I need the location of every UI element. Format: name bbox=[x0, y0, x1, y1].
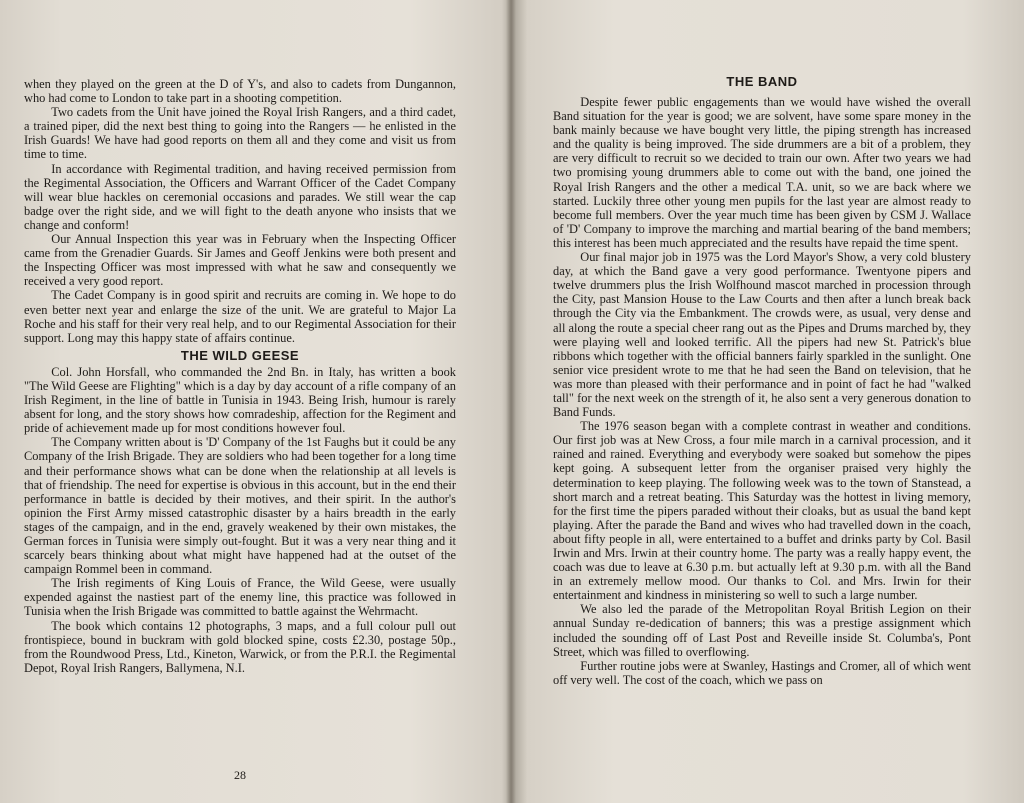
paragraph: We also led the parade of the Metropolitan Royal British Legion on their annual Sunday re-dedication of banners; this was a prestige assignment which included the sounding off of Last Post and Reveille inside St. Columba's, Pont Street, which was filled to overflowing. bbox=[553, 602, 971, 659]
left-page-text bbox=[24, 77, 456, 675]
paragraph: Despite fewer public engagements than we would have wished the overall Band situation for the year is good; we are solvent, have some spare money in the bank mainly because we have bought very little, the piping strength has increased and the quality is being improved. The side drummers are a bit of a problem, they are very difficult to recruit so we decided to train our own. After two years we had two promising young drummers able to come out with the band, one joined the Royal Irish Rangers and the other a medical T.A. unit, so we are back where we started. Luckily three other young men pupils for the last year are almost ready to become full members. Over the year much time has been given by CSM J. Wallace of 'D' Company to improve the marching and martial bearing of the band members; this interest has been much appreciated and the results have repaid the time spent. bbox=[553, 95, 971, 250]
paragraph: The Irish regiments of King Louis of France, the Wild Geese, were usually expended against the nastiest part of the enemy line, this practice was followed in Tunisia when the Irish Brigade was committed to battle against the Wehrmacht. bbox=[24, 576, 456, 619]
paragraph: Our final major job in 1975 was the Lord Mayor's Show, a very cold blustery day, at which the Band gave a very good performance. Twentyone pipers and twelve drummers plus the Irish Wolfhound mascot marched in procession through the City, past Mansion House to the Law Courts and then after a lunch break back through the City via the Embankment. The crowds were, as usual, very dense and all along the route a special cheer rang out as the Pipes and Drums marched by, they were playing well and looked terrific. All the pipers had new St. Patrick's blue ribbons which together with the official banners fairly sparkled in the sunlight. One senior vice president wrote to me that he had seen the Band on television, that he was more than pleased with their performance and in point of fact he had "walked tall" for the next week on the strength of it, he also sent a very generous donation to Band Funds. bbox=[553, 250, 971, 420]
paragraph: Our Annual Inspection this year was in February when the Inspecting Officer came from the Grenadier Guards. Sir James and Geoff Jenkins were both present and the Inspecting Officer was most impressed with what he saw and consequently we received a very good report. bbox=[24, 232, 456, 289]
paragraph: Further routine jobs were at Swanley, Hastings and Cromer, all of which went off very well. The cost of the coach, which we pass on bbox=[553, 658, 971, 687]
paragraph: when they played on the green at the D of Y's, and also to cadets from Dungannon, who had come to London to take part in a shooting competition. bbox=[24, 77, 456, 106]
paragraph: The Cadet Company is in good spirit and recruits are coming in. We hope to do even better next year and enlarge the size of the unit. We are grateful to Major La Roche and his staff for their very real help, and to our Regimental Association for their support. Long may this happy state of affairs continue. bbox=[24, 288, 456, 345]
section-heading-the-band: THE BAND bbox=[726, 74, 798, 89]
right-page-text bbox=[553, 95, 971, 687]
paragraph: The Company written about is 'D' Company of the 1st Faughs but it could be any Company of the Irish Brigade. They are soldiers who had been together for a long time and their performance shows what can be done when the relationship at all levels is that of friendship. The need for expertise is obvious in this account, but in the end their performance in battle is decided by their motives, and their spirit. In the author's opinion the First Army missed catastrophic disaster by a hairs breadth in the early stages of the campaign, and in the end, gravely weakened by their own mistakes, the German forces in Tunisia were simply out-fought. But it was a very near thing and it scarcely bears thinking about what might have happened had at the outset of the campaign Rommel been in command. bbox=[24, 435, 456, 577]
page-number: 28 bbox=[234, 768, 246, 782]
section-heading-wild-geese: THE WILD GEESE bbox=[180, 347, 300, 363]
right-page bbox=[553, 0, 971, 803]
paragraph: The book which contains 12 photographs, 3 maps, and a full colour pull out frontispiece, bound in buckram with gold blocked spine, costs £2.30, postage 50p., from the Roundwood Press, Ltd., Kineton, Warwick, or from the P.R.I. the Regimental Depot, Royal Irish Rangers, Ballymena, N.I. bbox=[24, 618, 456, 675]
paragraph: Two cadets from the Unit have joined the Royal Irish Rangers, and a third cadet, a trained piper, did the next best thing to going into the Rangers — he enlisted in the Irish Guards! We have had good reports on them all and they come and visit us from time to time. bbox=[24, 105, 456, 162]
paragraph: The 1976 season began with a complete contrast in weather and conditions. Our first job was at New Cross, a four mile march in a carnival procession, and it rained and rained. Everything and everybody were soaked but somehow the pipes kept going. A subsequent letter from the organiser praised very highly the determination to keep playing. The following week was to the town of Stanstead, a short march and a retreat beating. This Saturday was the hottest in living memory, for the first time the pipers paraded without their cloaks, but as usual the band kept playing. After the parade the Band and wives who had travelled down in the coach, about fifty people in all, were entertained to a buffet and drinks party by Col. Basil Irwin and Mrs. Irwin at their country home. The party was a really happy event, the coach was due to leave at 6.30 p.m. but actually left at 9.30 p.m. with all the Band in an extremely mellow mood. Our thanks to Col. and Mrs. Irwin for their entertainment and kindness in ministering so well to such a large number. bbox=[553, 419, 971, 603]
book-spine bbox=[506, 0, 516, 803]
paragraph: Col. John Horsfall, who commanded the 2nd Bn. in Italy, has written a book "The Wild Geese are Flighting" which is a day by day account of a rifle company of an Irish Regiment, in the line of battle in Tunisia in 1943. Being Irish, humour is rarely absent for long, and the story shows how comradeship, affection for the Regiment and pride of achievement made up for most conditions however foul. bbox=[24, 364, 456, 436]
paragraph: In accordance with Regimental tradition, and having received permission from the Regimental Association, the Officers and Warrant Officer of the Cadet Company will wear blue hackles on ceremonial occasions and parades. We still wear the cap badge over the right side, and we will fight to the death anyone who insists that we change and conform! bbox=[24, 161, 456, 232]
left-page bbox=[24, 0, 456, 803]
